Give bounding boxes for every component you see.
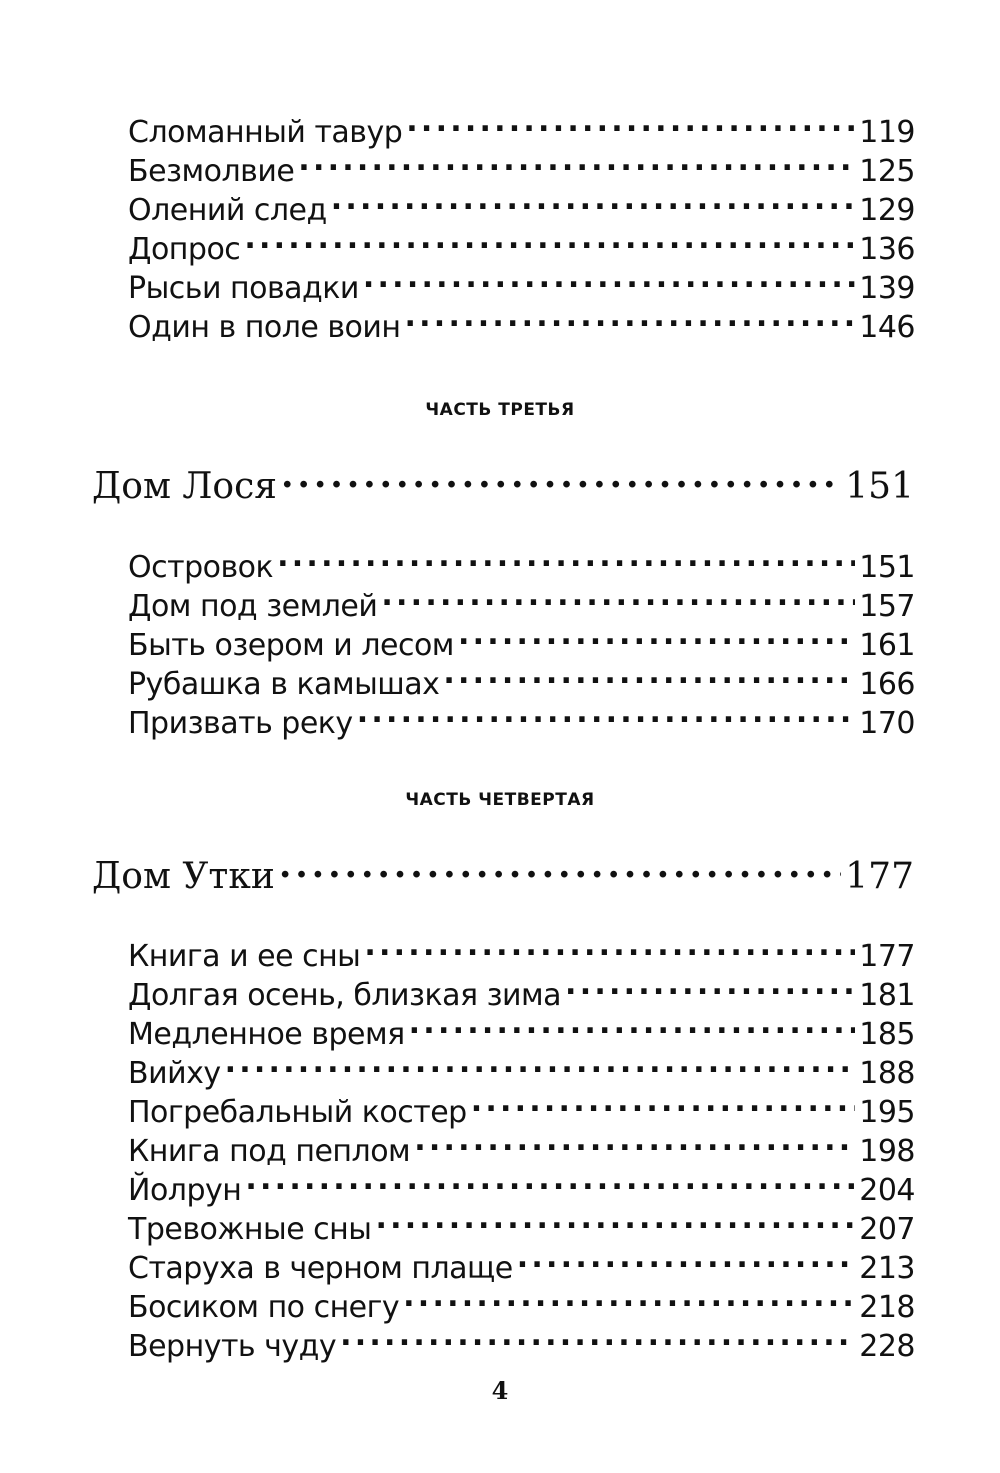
entry-page: 161 <box>859 628 915 663</box>
leader-dots <box>381 586 855 616</box>
entry-page: 146 <box>859 310 915 345</box>
chapter-page: 177 <box>845 856 914 897</box>
entry-page: 213 <box>859 1251 915 1286</box>
entry-page: 170 <box>859 706 915 741</box>
entry-page: 228 <box>859 1329 915 1364</box>
toc-entry <box>128 151 915 190</box>
toc-entry <box>128 307 915 346</box>
entry-page: 198 <box>859 1134 915 1169</box>
leader-dots <box>375 1209 855 1239</box>
leader-dots <box>357 703 856 733</box>
chapter-heading <box>92 462 914 507</box>
entry-page: 129 <box>859 193 915 228</box>
entry-page: 188 <box>859 1056 915 1091</box>
entry-title: Погребальный костер <box>128 1095 467 1130</box>
entry-page: 136 <box>859 232 915 267</box>
leader-dots <box>565 975 855 1005</box>
leader-dots <box>244 229 855 259</box>
toc-entry <box>92 462 914 507</box>
entry-page: 157 <box>859 589 915 624</box>
entry-page: 218 <box>859 1290 915 1325</box>
toc-entry <box>128 190 915 229</box>
leader-dots <box>363 268 855 298</box>
leader-dots <box>443 664 855 694</box>
entry-title: Дом под землей <box>128 589 378 624</box>
entry-title: Один в поле воин <box>128 310 401 345</box>
leader-dots <box>298 151 855 181</box>
toc-entry <box>92 852 914 897</box>
leader-dots <box>471 1092 856 1122</box>
chapter-title: Дом Лося <box>92 466 277 507</box>
chapter-title: Дом Утки <box>92 856 275 897</box>
entry-title: Допрос <box>128 232 241 267</box>
entry-page: 125 <box>859 154 915 189</box>
leader-dots <box>409 1014 856 1044</box>
part-three-label: ЧАСТЬ ТРЕТЬЯ <box>425 400 575 420</box>
leader-dots <box>277 547 855 577</box>
part-four-label: ЧАСТЬ ЧЕТВЕРТАЯ <box>405 790 595 810</box>
toc-entry <box>128 1092 915 1131</box>
leader-dots <box>517 1248 855 1278</box>
chapter-heading <box>92 852 914 897</box>
toc-entry <box>128 1248 915 1287</box>
toc-entry <box>128 1287 915 1326</box>
toc-entry <box>128 1209 915 1248</box>
toc-list-part-four <box>128 936 915 1365</box>
leader-dots <box>364 936 855 966</box>
chapter-page: 151 <box>845 466 914 507</box>
entry-title: Олений след <box>128 193 327 228</box>
entry-title: Долгая осень, близкая зима <box>128 978 562 1013</box>
entry-title: Сломанный тавур <box>128 115 403 150</box>
toc-entry <box>128 112 915 151</box>
leader-dots <box>414 1131 855 1161</box>
entry-title: Быть озером и лесом <box>128 628 454 663</box>
entry-page: 166 <box>859 667 915 702</box>
toc-entry <box>128 936 915 975</box>
toc-entry <box>128 547 915 586</box>
leader-dots <box>225 1053 856 1083</box>
entry-title: Медленное время <box>128 1017 405 1052</box>
entry-page: 185 <box>859 1017 915 1052</box>
entry-title: Книга под пеплом <box>128 1134 411 1169</box>
entry-title: Безмолвие <box>128 154 295 189</box>
entry-title: Вийху <box>128 1056 221 1091</box>
entry-title: Йолрун <box>128 1173 242 1208</box>
leader-dots <box>245 1170 855 1200</box>
leader-dots <box>458 625 855 655</box>
toc-entry <box>128 1053 915 1092</box>
leader-dots <box>406 112 855 142</box>
toc-list-part-three <box>128 547 915 742</box>
entry-page: 151 <box>859 550 915 585</box>
toc-entry <box>128 1014 915 1053</box>
toc-entry <box>128 268 915 307</box>
toc-entry <box>128 625 915 664</box>
entry-page: 207 <box>859 1212 915 1247</box>
leader-dots <box>405 307 856 337</box>
entry-page: 177 <box>859 939 915 974</box>
leader-dots <box>281 462 841 498</box>
toc-entry <box>128 586 915 625</box>
leader-dots <box>279 852 841 888</box>
entry-title: Босиком по снегу <box>128 1290 400 1325</box>
entry-page: 204 <box>859 1173 915 1208</box>
entry-title: Старуха в черном плаще <box>128 1251 513 1286</box>
toc-entry <box>128 1326 915 1365</box>
toc-entry <box>128 229 915 268</box>
entry-page: 181 <box>859 978 915 1013</box>
entry-page: 119 <box>859 115 915 150</box>
leader-dots <box>331 190 855 220</box>
entry-title: Вернуть чуду <box>128 1329 337 1364</box>
toc-entry <box>128 975 915 1014</box>
entry-page: 139 <box>859 271 915 306</box>
entry-title: Островок <box>128 550 274 585</box>
toc-list-continued <box>128 112 915 346</box>
toc-entry <box>128 1170 915 1209</box>
entry-title: Тревожные сны <box>128 1212 372 1247</box>
entry-title: Призвать реку <box>128 706 353 741</box>
entry-page: 195 <box>859 1095 915 1130</box>
entry-title: Рубашка в камышах <box>128 667 440 702</box>
leader-dots <box>403 1287 855 1317</box>
page-number: 4 <box>491 1376 509 1405</box>
entry-title: Книга и ее сны <box>128 939 361 974</box>
toc-entry <box>128 664 915 703</box>
toc-entry <box>128 1131 915 1170</box>
toc-entry <box>128 703 915 742</box>
leader-dots <box>340 1326 855 1356</box>
entry-title: Рысьи повадки <box>128 271 359 306</box>
